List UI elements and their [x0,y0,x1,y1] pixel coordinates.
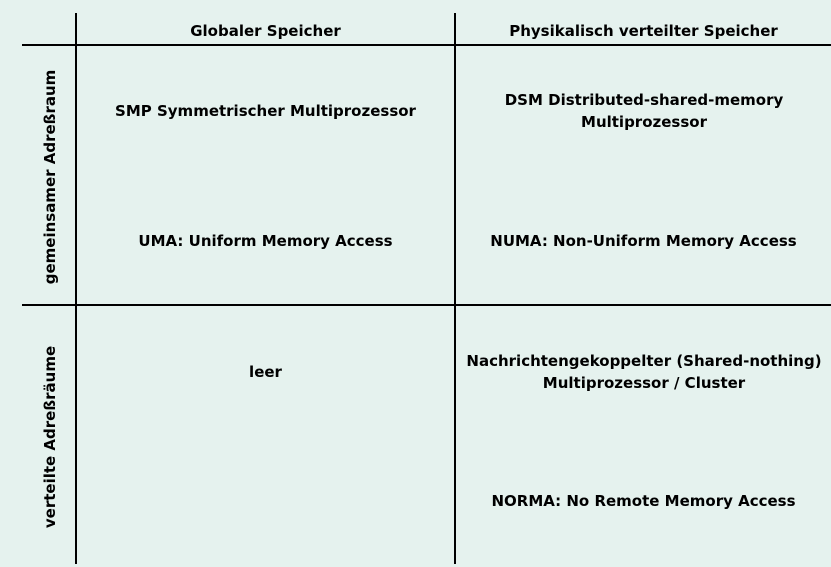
cell-smp: SMP Symmetrischer Multiprozessor [115,102,416,120]
vertical-divider-middle [454,13,456,564]
column-header-physically-distributed-memory: Physikalisch verteilter Speicher [509,22,778,40]
cell-uma: UMA: Uniform Memory Access [138,232,393,250]
horizontal-divider-middle [22,304,831,306]
column-header-global-memory: Globaler Speicher [190,22,341,40]
cell-numa: NUMA: Non-Uniform Memory Access [490,232,797,250]
cell-message-coupled-cluster: Nachrichtengekoppelter (Shared-nothing) Multiprozessor / Cluster [466,352,822,392]
horizontal-divider-header [22,44,831,46]
cell-empty: leer [249,363,282,381]
row-header-shared-address-space: gemeinsamer Adreßraum [41,69,59,285]
cell-dsm: DSM Distributed-shared-memory Multiprozessor [504,91,784,131]
row-header-distributed-address-spaces: verteilte Adreßräume [41,345,59,529]
cell-norma: NORMA: No Remote Memory Access [491,492,796,510]
vertical-divider-left [75,13,77,564]
